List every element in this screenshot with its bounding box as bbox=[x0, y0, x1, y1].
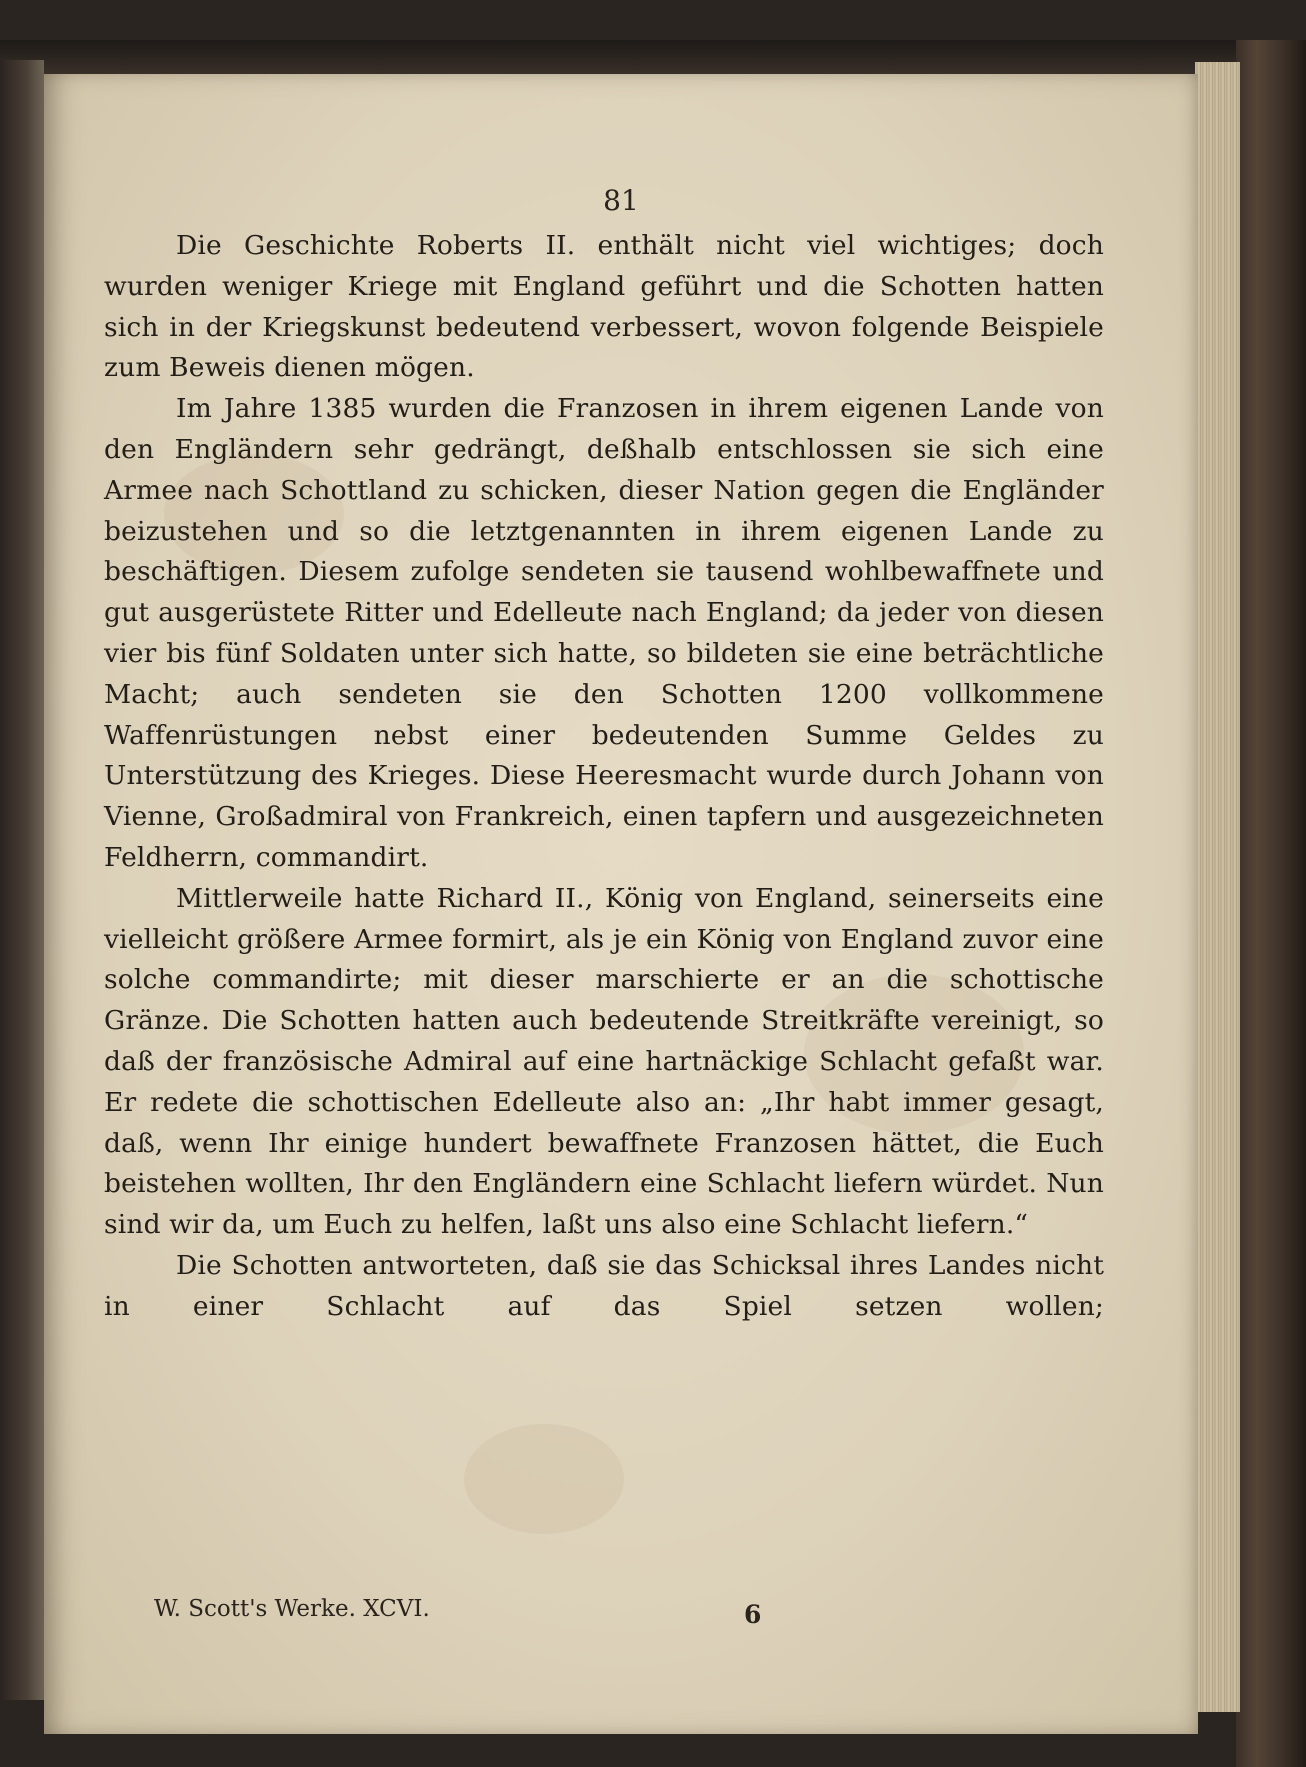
paper-stain bbox=[464, 1424, 624, 1534]
paragraph: Die Geschichte Roberts II. enthält nicht viel wichtiges; doch wurden weniger Kriege mit England geführt und die Schotten hatten sich in der Kriegskunst bedeutend verbessert, wovon folgende Beispiele zum Beweis dienen mögen. bbox=[104, 230, 1104, 384]
page-number: 81 bbox=[603, 184, 639, 217]
paragraph: Im Jahre 1385 wurden die Franzosen in ihrem eigenen Lande von den Engländern sehr gedrängt, deßhalb entschlossen sie sich eine Armee nach Schottland zu schicken, dieser Nation gegen die Engländer beizustehen und so die letztgenannten in ihrem eigenen Lande zu beschäftigen. Diesem zufolge sendeten sie tausend wohlbewaffnete und gut ausgerüstete Ritter und Edelleute nach England; da jeder von diesen vier bis fünf Soldaten unter sich hatte, so bildeten sie eine beträchtliche Macht; auch sendeten sie den Schotten 1200 vollkommene Waffenrüstungen nebst einer bedeutenden Summe Geldes zu Unterstützung des Krieges. Diese Heeresmacht wurde durch Johann von Vienne, Großadmiral von Frankreich, einen tapfern und ausgezeichneten Feldherrn, commandirt. bbox=[104, 393, 1104, 873]
body-text bbox=[104, 226, 1104, 1328]
book-gutter bbox=[0, 60, 44, 1700]
page-edges bbox=[1195, 62, 1240, 1712]
book-cover-right bbox=[1236, 40, 1306, 1767]
page-footer bbox=[154, 1596, 1034, 1629]
paragraph: Die Schotten antworteten, daß sie das Schicksal ihres Landes nicht in einer Schlacht auf das Spiel setzen wollen; bbox=[104, 1249, 1104, 1322]
signature-mark: 6 bbox=[744, 1600, 762, 1629]
book-page bbox=[44, 74, 1198, 1734]
footer-title: W. Scott's Werke. XCVI. bbox=[154, 1596, 430, 1622]
paragraph: Mittlerweile hatte Richard II., König von England, seinerseits eine vielleicht größere Armee formirt, als je ein König von England zuvor eine solche commandirte; mit dieser marschierte er an die schottische Gränze. Die Schotten hatten auch bedeutende Streitkräfte vereinigt, so daß der französische Admiral auf eine hartnäckige Schlacht gefaßt war. Er redete die schottischen Edelleute also an: „Ihr habt immer gesagt, daß, wenn Ihr einige hundert bewaffnete Franzosen hättet, die Euch beistehen wollten, Ihr den Engländern eine Schlacht liefern würdet. Nun sind wir da, um Euch zu helfen, laßt uns also eine Schlacht liefern.“ bbox=[104, 882, 1104, 1241]
